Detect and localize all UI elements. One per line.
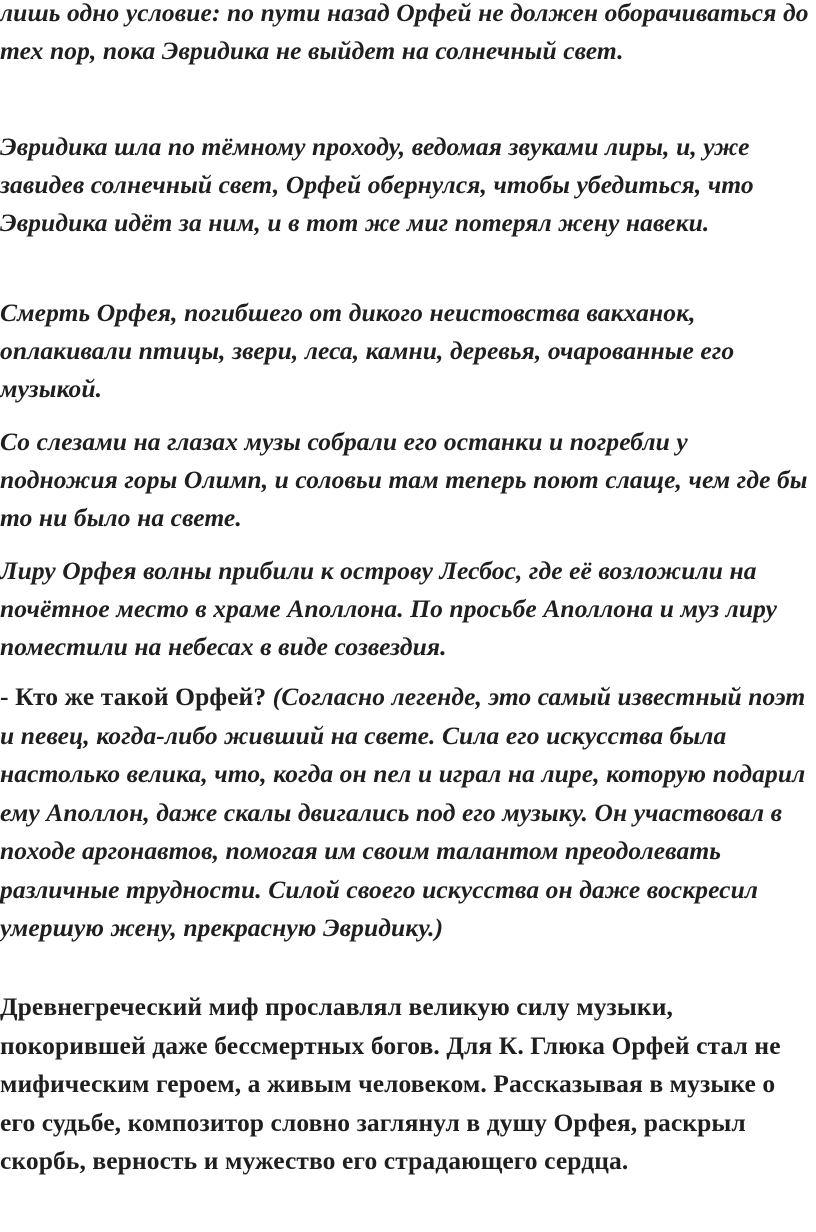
paragraph-who-is-orpheus (0, 678, 812, 948)
question-who-is-orpheus: - Кто же такой Орфей? (0, 682, 267, 711)
paragraph-orpheus-looks-back: Эвридика шла по тёмному проходу, ведомая звуками лиры, и, уже завидев солнечный свет, Орфей обернулся, чтобы убедиться, что Эвридика идёт за ним, и в тот же миг потерял жену навеки. (0, 132, 754, 237)
paragraph-orpheus-death: Смерть Орфея, погибшего от дикого неистовства вакханок, оплакивали птицы, звери, леса, камни, деревья, очарованные его музыкой. (0, 298, 735, 403)
paragraph-muses-burial: Со слезами на глазах музы собрали его останки и погребли у подножия горы Олимп, и соловьи там теперь поют слаще, чем где бы то ни было на свете. (0, 427, 808, 532)
answer-who-is-orpheus: (Согласно легенде, это самый известный поэт и певец, когда-либо живший на свете. Сила его искусства была настолько велика, что, когда он пел и играл на лире, которую подарил ему Аполлон, даже скалы двигались под его музыку. Он участвовал в походе аргонавтов, помогая им своим талантом преодолевать различные трудности. Силой своего искусства он даже воскресил умершую жену, прекрасную Эвридику.) (0, 682, 806, 942)
paragraph-lyre-constellation: Лиру Орфея волны прибили к острову Лесбос, где её возложили на почётное место в храме Аполлона. По просьбе Аполлона и муз лиру поместили на небесах в виде созвездия. (0, 556, 778, 661)
paragraph-gluck-orpheus: Древнегреческий миф прославлял великую силу музыки, покорившей даже бессмертных богов. Для К. Глюка Орфей стал не мифическим героем, а живым человеком. Рассказывая в музыке о его судьбе, композитор словно заглянул в душу Орфея, раскрыл скорбь, верность и мужество его страдающего сердца. (0, 992, 781, 1175)
paragraph-eurydice-condition: лишь одно условие: по пути назад Орфей не должен оборачиваться до тех пор, пока Эвридика не выйдет на солнечный свет. (0, 0, 809, 65)
